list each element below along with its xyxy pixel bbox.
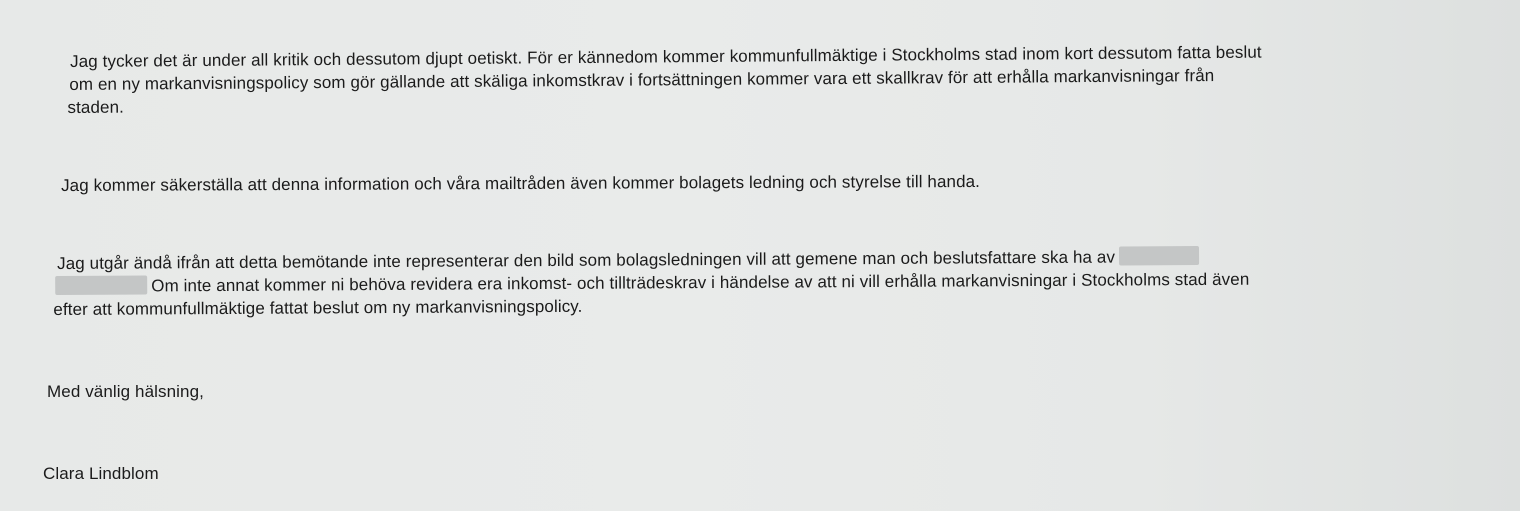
paragraph-information <box>61 170 980 197</box>
paragraph-line: staden. <box>67 97 124 118</box>
paragraph-line: Jag kommer säkerställa att denna information och våra mailtråden även kommer bolagets ledning och styrelse till handa. <box>61 171 981 195</box>
paragraph-line: om en ny markanvisningspolicy som gör gällande att skäliga inkomstkrav i fortsättningen kommer vara ett skallkrav för att erhålla markanvisningar från <box>69 66 1215 95</box>
redaction-block <box>1119 246 1199 265</box>
signature-name: Clara Lindblom <box>43 464 159 483</box>
paragraph-line: Jag tycker det är under all kritik och dessutom djupt oetiskt. För er kännedom kommer kommunfullmäktige i Stockholms stad inom kort dessutom fatta beslut <box>70 42 1262 71</box>
paragraph-line-text: Jag utgår ändå ifrån att detta bemötande inte representerar den bild som bolagsledningen vill att gemene man och beslutsfattare ska ha av <box>57 247 1116 273</box>
paragraph-line-text: Om inte annat kommer ni behöva revidera era inkomst- och tillträdeskrav i händelse av att ni vill erhålla markanvisningar i Stockholms stad även <box>151 269 1250 296</box>
closing-salutation: Med vänlig hälsning, <box>47 382 204 401</box>
paragraph-representation <box>53 245 1250 321</box>
paragraph-line: efter att kommunfullmäktige fattat beslut om ny markanvisningspolicy. <box>53 296 583 320</box>
paragraph-criticism <box>67 41 1262 119</box>
redaction-block <box>55 275 147 295</box>
